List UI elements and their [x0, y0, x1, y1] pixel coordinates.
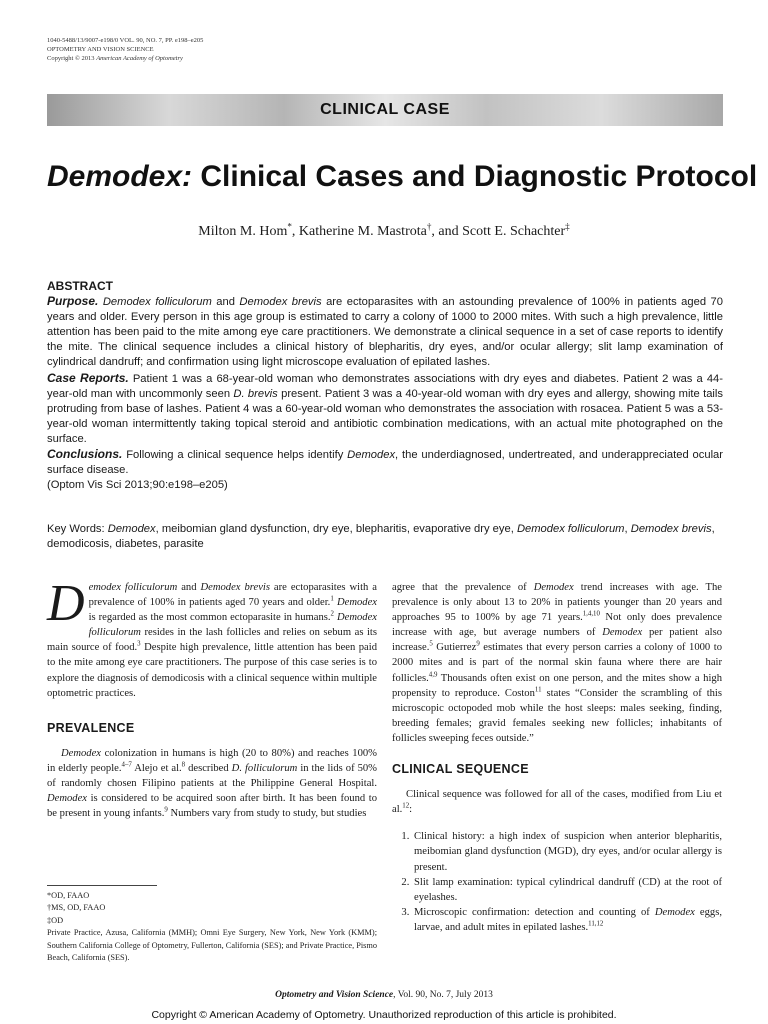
intro-paragraph: Demodex folliculorum and Demodex brevis are ectoparasites with a prevalence of 100% in patients aged 70 years and older.$^1$ Demodex is regarded as the most common ectoparasite in humans.$^2$ Demodex folliculorum resides in the lash follicles and relies on sebum as its main source of food.$^3$ Despite high prevalence, little attention has been paid to the mite among eye care practitioners. The purpose of this case series is to explore the diagnosis of demodicosis with a clinical sequence within multiple optometric practices.	[47, 575, 378, 699]
author-name: Katherine M. Mastrota	[298, 224, 427, 239]
right-column	[392, 580, 722, 935]
key-words: Key Words: Demodex, meibomian gland dysfunction, dry eye, blepharitis, evaporative dry eye, Demodex folliculorum, Demodex brevis, demodicosis, diabetes, parasite	[47, 523, 715, 551]
left-column	[47, 575, 378, 821]
drop-cap: D	[47, 575, 85, 632]
meta-line-issn: 1040-5488/13/9007-e198/0 VOL. 90, NO. 7, PP. e198–e205	[47, 37, 204, 44]
abstract-citation: (Optom Vis Sci 2013;90:e198–e205)	[47, 479, 228, 492]
footer-journal: Optometry and Vision Science	[275, 990, 394, 1000]
abstract	[47, 279, 723, 493]
abstract-conclusions: Conclusions. Following a clinical sequence helps identify Demodex, the underdiagnosed, undertreated, and underappreciated ocular surface disease.	[47, 447, 724, 477]
copyright-notice: Copyright © American Academy of Optometry. Unauthorized reproduction of this article is prohibited.	[151, 1009, 617, 1021]
abstract-heading: ABSTRACT	[47, 279, 113, 293]
footnote-divider	[47, 885, 157, 886]
author-list: Milton M. Hom*, Katherine M. Mastrota†, and Scott E. Schachter‡	[198, 221, 570, 239]
clinical-sequence-list	[392, 829, 722, 935]
list-item: 1. Clinical history: a high index of suspicion when anterior blepharitis, meibomian gland dysfunction (MGD), dry eyes, and/or ocular allergy is present.	[412, 829, 722, 874]
page-footer	[0, 990, 768, 1000]
list-item: 3. Microscopic confirmation: detection and counting of Demodex eggs, larvae, and adult mites in epilated lashes.$^{11,12}$	[412, 905, 722, 935]
author-mark: ‡	[565, 221, 570, 232]
footnote-1: *OD, FAAO	[47, 891, 90, 900]
clinical-sequence-heading: CLINICAL SEQUENCE	[392, 762, 529, 777]
author-mark: *	[287, 221, 292, 232]
author-name: Milton M. Hom	[198, 224, 288, 239]
footnote-2: †MS, OD, FAAO	[47, 903, 106, 913]
meta-line-copyright: Copyright © 2013 American Academy of Optometry	[47, 55, 183, 62]
abstract-case-reports: Case Reports. Patient 1 was a 68-year-old woman who demonstrates associations with dry eyes and diabetes. Patient 2 was a 44-year-old man with uncommonly seen D. brevis present. Patient 3 was a 40-year-old woman with dry eyes and allergy, showing mite tails protruding from base of lashes. Patient 4 was a 60-year-old woman who demonstrates the association with rosacea. Patient 5 was a 53-year-old woman intermittently taking topical steroid and antibiotic combination medications, with an actual mite photographed on the surface.	[47, 370, 723, 445]
clinical-sequence-paragraph: Clinical sequence was followed for all of the cases, modified from Liu et al.$^{12}$:	[392, 789, 722, 816]
title-italic: Demodex:	[47, 160, 193, 193]
prevalence-continued-paragraph: agree that the prevalence of Demodex trend increases with age. The prevalence is only about 13 to 20% in patients younger than 20 years and approaches 95 to 100% by age 71 years.$^{1,4,10}$ Not only does prevalence increase with age, but average numbers of Demodex per patient also increase.$^5$ Gutierrez$^9$ estimates that every person carries a colony of 1000 to 2000 mites and is part of the normal skin fauna where there are hair follicles.$^{4,9}$ Thousands often exist on one person, and the mites show a high propensity to reproduce. Coston$^{11}$ states “Consider the scrambling of this microscopic octopoded mob while the host sleeps: males seeking, finding, breeding females; gravid females seeking new follicles; inhabitants of follicles sweeping feces outside.”	[392, 582, 723, 744]
title-rest: Clinical Cases and Diagnostic Protocol	[192, 160, 758, 193]
author-name: Scott E. Schachter	[462, 224, 566, 239]
list-item: 2. Slit lamp examination: typical cylindrical dandruff (CD) at the root of eyelashes.	[412, 875, 722, 905]
journal-metadata	[47, 36, 203, 63]
banner-label: CLINICAL CASE	[320, 101, 450, 118]
article-title	[47, 160, 758, 194]
meta-line-journal: OPTOMETRY AND VISION SCIENCE	[47, 46, 154, 53]
prevalence-heading: PREVALENCE	[47, 720, 135, 735]
section-banner	[47, 94, 723, 126]
prevalence-paragraph: Demodex colonization in humans is high (20 to 80%) and reaches 100% in elderly people.$^{4-7}$ Alejo et al.$^8$ described D. folliculorum in the lids of 50% of randomly chosen Filipino patients at the Philippine General Hospital. Demodex is considered to be acquired soon after birth. It has been found to be present in young infants.$^9$ Numbers vary from study to study, but studies	[47, 747, 377, 820]
footnotes	[47, 890, 377, 964]
abstract-purpose: Purpose. Demodex folliculorum and Demodex brevis are ectoparasites with an astounding prevalence of 100% in patients aged 70 years and older. Every person in this age group is estimated to carry a colony of 1000 to 2000 mites. With such a high prevalence, little attention has been paid to the mite among eye care practitioners. We demonstrate a clinical sequence in a set of case reports to identify the mite. The clinical sequence includes a clinical history of blepharitis, dry eyes, and/or ocular allergy; slit lamp examination of cylindrical dandruff; and confirmation using light microscope evaluation of epilated lashes.	[47, 294, 723, 369]
footer-issue: , Vol. 90, No. 7, July 2013	[393, 990, 493, 1000]
footnote-affiliations: Private Practice, Azusa, California (MMH); Omni Eye Surgery, New York, New York (KMM); Southern California College of Optometry, Fullerton, California (SES); and Private Practice, Pismo Beach, California (SES).	[47, 928, 377, 963]
footnote-3: ‡OD	[47, 915, 64, 925]
author-mark: †	[426, 221, 432, 232]
